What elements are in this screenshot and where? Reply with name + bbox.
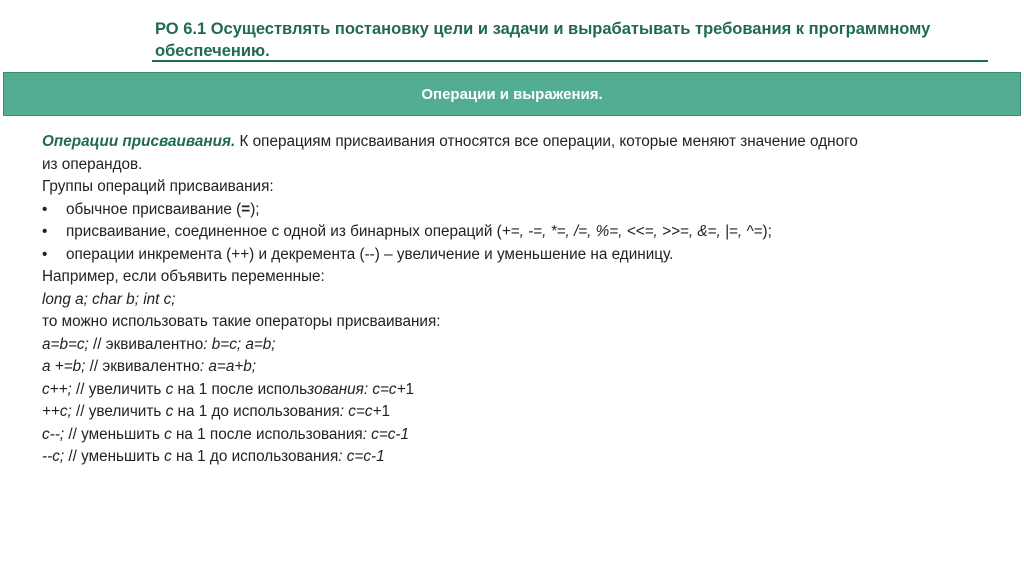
- groups-label: Группы операций присваивания:: [42, 178, 274, 195]
- bullet-marker: •: [42, 245, 48, 263]
- example-var: c: [164, 448, 172, 465]
- example-equivalent: : c=c-1: [338, 448, 385, 465]
- bullet-tail: );: [762, 223, 772, 240]
- example-comment-rest: на 1 до использования: [171, 448, 339, 465]
- slide-title: РО 6.1 Осуществлять постановку цели и задачи и вырабатывать требования к программному обеспечению.: [155, 20, 931, 60]
- example-code: a=b=c;: [42, 335, 89, 353]
- example-equivalent: : a=a+b;: [199, 358, 257, 375]
- example-line: [42, 446, 1002, 469]
- bullet-text-part: обычное присваивание (: [66, 200, 242, 218]
- section-banner: [3, 72, 1021, 116]
- bullet-ops: +=, -=, *=, /=, %=, <<=, >>=, &=, |=, ^=: [501, 223, 763, 240]
- example-equivalent: зования: c=c+: [307, 380, 406, 398]
- bullet-item: [42, 199, 1002, 222]
- bullet-item: [42, 244, 1002, 267]
- ops-label: то можно использовать такие операторы присваивания:: [42, 313, 441, 330]
- title-divider: [152, 60, 988, 62]
- example-code: ++c;: [42, 403, 72, 420]
- example-line: [42, 334, 1002, 357]
- section-banner-title: Операции и выражения.: [421, 85, 603, 103]
- slide-body: [42, 131, 1002, 469]
- example-comment: // уменьшить: [64, 448, 165, 465]
- example-comment-rest: на 1 до использования: [173, 403, 340, 420]
- bullet-text: операции инкремента (++) и декремента (--) – увеличение и уменьшение на единицу.: [66, 245, 674, 263]
- declaration-code: long a; char b; int c;: [42, 290, 176, 308]
- bullet-text: [66, 199, 260, 222]
- example-label: Например, если объявить переменные:: [42, 268, 325, 285]
- example-equivalent: : c=c+: [339, 403, 382, 420]
- example-comment: // эквивалентно: [88, 335, 204, 353]
- example-equivalent: : c=c-1: [362, 425, 410, 443]
- example-code: --c;: [42, 448, 65, 465]
- example-code: c--;: [42, 425, 65, 443]
- example-number: 1: [405, 380, 415, 398]
- bullet-tail: );: [250, 200, 260, 218]
- example-line: [42, 379, 1002, 402]
- example-line: [42, 401, 1002, 424]
- example-comment-rest: на 1 после исполь: [173, 380, 308, 398]
- intro-line: [42, 131, 1002, 154]
- example-number: 1: [381, 403, 390, 420]
- declaration-line: [42, 289, 1002, 312]
- example-comment: // увеличить: [71, 403, 166, 420]
- example-equivalent: : b=c; a=b;: [203, 335, 276, 353]
- example-comment: // увеличить: [71, 380, 166, 398]
- bullet-text-part: присваивание, соединенное с одной из бинарных операций (: [66, 223, 502, 240]
- example-comment: // уменьшить: [64, 425, 165, 443]
- bullet-text: [66, 221, 772, 244]
- intro-lead: Операции присваивания.: [42, 133, 236, 150]
- example-code: a +=b;: [42, 358, 86, 375]
- bullet-marker: •: [42, 223, 48, 240]
- intro-continuation: из операндов.: [42, 155, 143, 173]
- example-comment-rest: на 1 после использования: [171, 425, 363, 443]
- bullet-op: =: [241, 200, 251, 218]
- example-var: c: [164, 425, 172, 443]
- bullet-marker: •: [42, 200, 48, 218]
- example-comment: // эквивалентно: [85, 358, 200, 375]
- example-code: c++;: [42, 380, 72, 398]
- example-var: c: [165, 403, 174, 420]
- intro-text: К операциям присваивания относятся все операции, которые меняют значение одного: [235, 133, 858, 150]
- bullet-item: [42, 221, 1002, 244]
- example-var: c: [165, 380, 174, 398]
- example-line: [42, 424, 1002, 447]
- example-line: [42, 356, 1002, 379]
